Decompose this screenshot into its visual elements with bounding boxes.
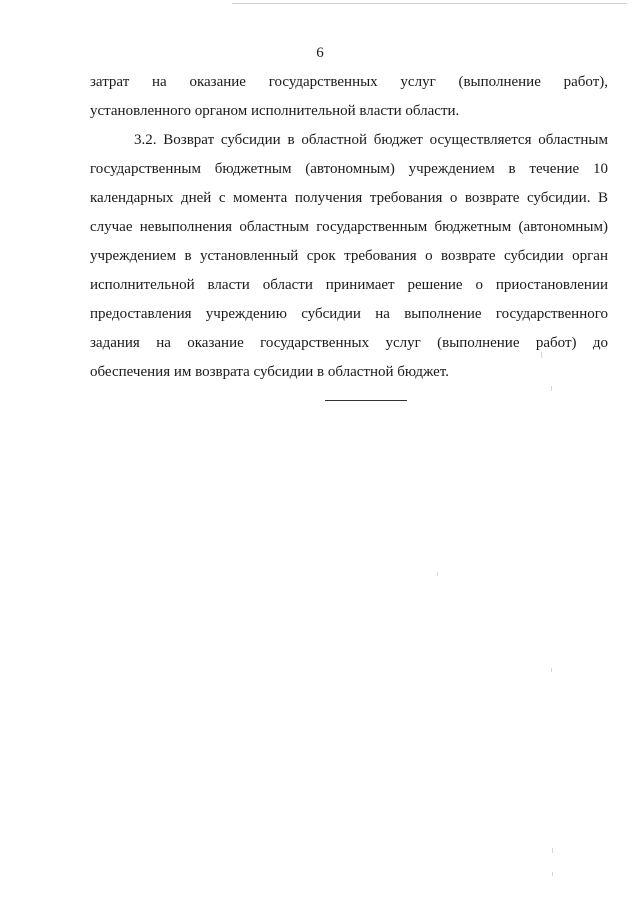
body-line: предоставления учреждению субсидии на выполнение государственного bbox=[90, 306, 608, 322]
body-line: обеспечения им возврата субсидии в областной бюджет. bbox=[90, 364, 449, 380]
scan-speck bbox=[552, 872, 553, 876]
end-of-text-rule bbox=[325, 400, 407, 401]
paragraph-start-line: 3.2. Возврат субсидии в областной бюджет осуществляется областным bbox=[134, 132, 608, 148]
document-body bbox=[90, 68, 608, 387]
body-line: затрат на оказание государственных услуг (выполнение работ), bbox=[90, 74, 608, 90]
body-line: календарных дней с момента получения требования о возврате субсидии. В bbox=[90, 190, 608, 206]
scan-speck bbox=[551, 668, 552, 672]
scan-edge-line bbox=[232, 3, 627, 4]
scan-speck bbox=[437, 572, 438, 576]
page-number: 6 bbox=[316, 45, 324, 61]
body-line: установленного органом исполнительной власти области. bbox=[90, 103, 460, 119]
body-line: учреждением в установленный срок требования о возврате субсидии орган bbox=[90, 248, 608, 264]
scan-speck bbox=[541, 352, 542, 358]
body-line: задания на оказание государственных услуг (выполнение работ) до bbox=[90, 335, 608, 351]
body-line: исполнительной власти области принимает решение о приостановлении bbox=[90, 277, 608, 293]
scan-speck bbox=[552, 848, 553, 853]
scan-speck bbox=[551, 386, 552, 391]
body-line: случае невыполнения областным государственным бюджетным (автономным) bbox=[90, 219, 608, 235]
body-line: государственным бюджетным (автономным) учреждением в течение 10 bbox=[90, 161, 608, 177]
